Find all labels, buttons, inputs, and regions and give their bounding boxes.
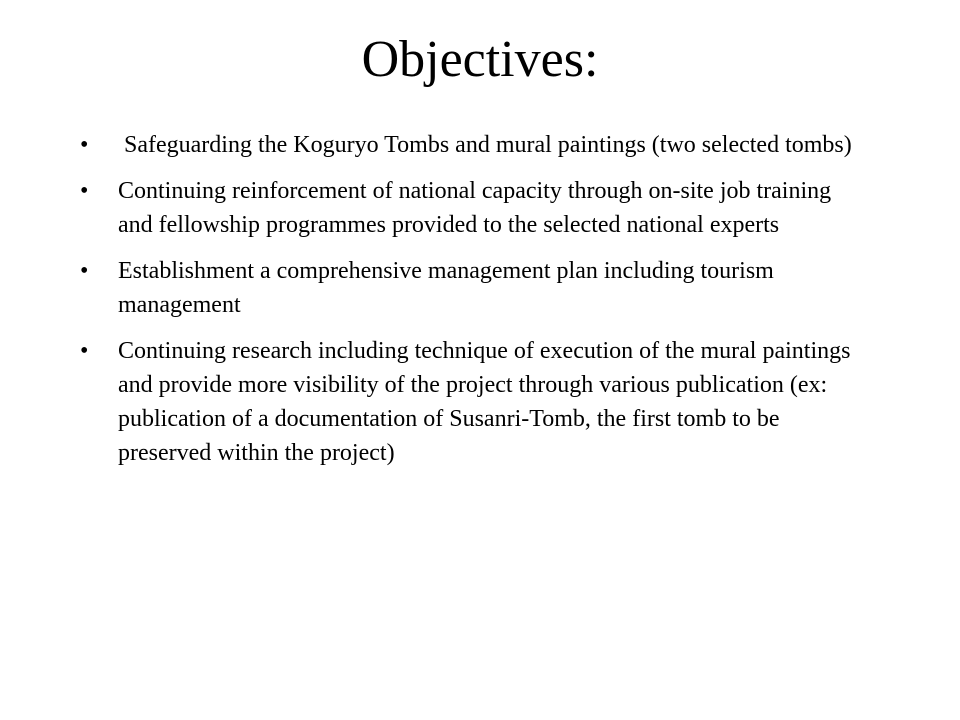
- bullet-icon: •: [80, 338, 89, 364]
- bullet-text: Establishment a comprehensive management plan including tourism management: [118, 258, 774, 318]
- slide-title: Objectives:: [361, 31, 599, 88]
- list-item: [80, 254, 860, 322]
- objectives-list: [80, 128, 860, 482]
- bullet-icon: •: [80, 178, 89, 204]
- bullet-icon: •: [80, 258, 89, 284]
- list-item: [80, 174, 860, 242]
- bullet-text: Continuing reinforcement of national capacity through on-site job training and fellowship programmes provided to the selected national experts: [118, 178, 832, 238]
- bullet-text: Continuing research including technique of execution of the mural paintings and provide more visibility of the project through various publication (ex: publication of a documentation of Susanri-Tomb, the first tomb to be preserved within the project): [118, 338, 851, 466]
- list-item: [80, 334, 860, 470]
- bullet-text: Safeguarding the Koguryo Tombs and mural paintings (two selected tombs): [124, 132, 852, 158]
- bullet-icon: •: [80, 132, 89, 158]
- list-item: [80, 128, 860, 162]
